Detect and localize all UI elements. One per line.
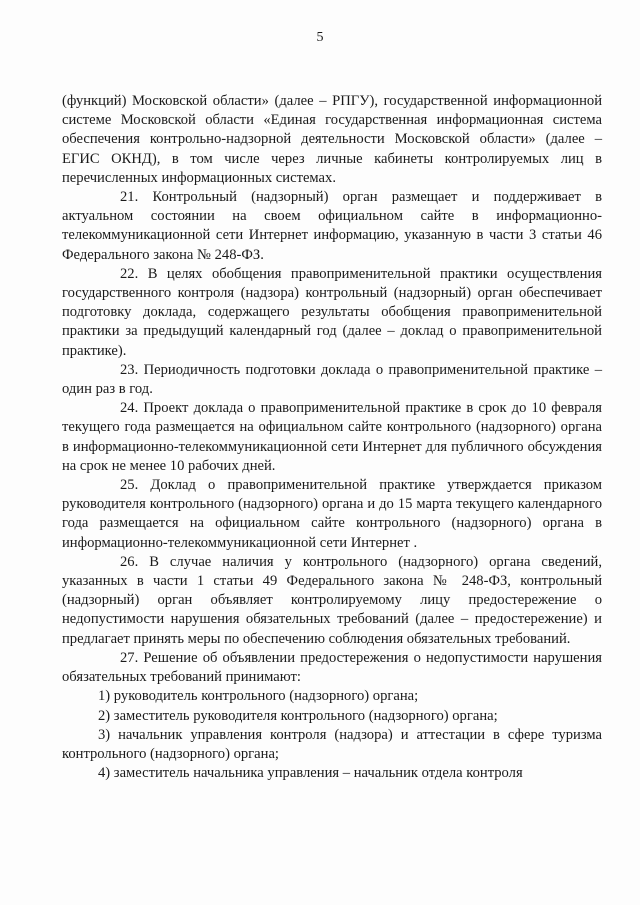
page-number: 5 — [316, 30, 324, 45]
paragraph-25: 25. Доклад о правоприменительной практике утверждается приказом руководителя контрольного (надзорного) органа и до 15 марта текущего календарного года размещается на официальном сайте контрольного (надзорного) органа в информационно-телекоммуникационной сети Интернет . — [62, 477, 602, 551]
list-item-2: 2) заместитель руководителя контрольного (надзорного) органа; — [98, 707, 498, 724]
paragraph-24: 24. Проект доклада о правоприменительной практике в срок до 10 февраля текущего года размещается на официальном сайте контрольного (надзорного) органа в информационно-телекоммуникационной сети Интернет для публичного обсуждения на срок не менее 10 рабочих дней. — [62, 400, 602, 474]
paragraph-26: 26. В случае наличия у контрольного (надзорного) органа сведений, указанных в части 1 статьи 49 Федерального закона № 248-ФЗ, контрольный (надзорный) орган объявляет контролируемому лицу предостережение о недопустимости нарушения обязательных требований (далее – предостережение) и предлагает принять меры по обеспечению соблюдения обязательных требований. — [62, 553, 602, 647]
paragraph-27: 27. Решение об объявлении предостережения о недопустимости нарушения обязательных требований принимают: — [62, 649, 602, 686]
paragraph-21: 21. Контрольный (надзорный) орган размещает и поддерживает в актуальном состоянии на своем официальном сайте в информационно-телекоммуникационной сети Интернет информацию, указанную в части 3 статьи 46 Федерального закона № 248-ФЗ. — [62, 189, 602, 263]
paragraph-23: 23. Периодичность подготовки доклада о правоприменительной практике – один раз в год. — [62, 361, 602, 398]
paragraph-22: 22. В целях обобщения правоприменительной практики осуществления государственного контроля (надзора) контрольный (надзорный) орган обеспечивает подготовку доклада, содержащего результаты обобщения правоприменительной практики за предыдущий календарный год (далее – доклад о правоприменительной практике). — [62, 265, 602, 359]
document-body — [62, 92, 602, 783]
paragraph-continuation: (функций) Московской области» (далее – РПГУ), государственной информационной системе Московской области «Единая государственная информационная система обеспечения контрольно-надзорной деятельности Московской области» (далее – ЕГИС ОКНД), в том числе через личные кабинеты контролируемых лиц в перечисленных информационных системах. — [62, 93, 602, 186]
list-item-3: 3) начальник управления контроля (надзора) и аттестации в сфере туризма контрольного (надзорного) органа; — [62, 726, 602, 762]
list-item-4: 4) заместитель начальника управления – начальник отдела контроля — [98, 765, 523, 782]
list-item-1: 1) руководитель контрольного (надзорного) органа; — [98, 688, 419, 705]
